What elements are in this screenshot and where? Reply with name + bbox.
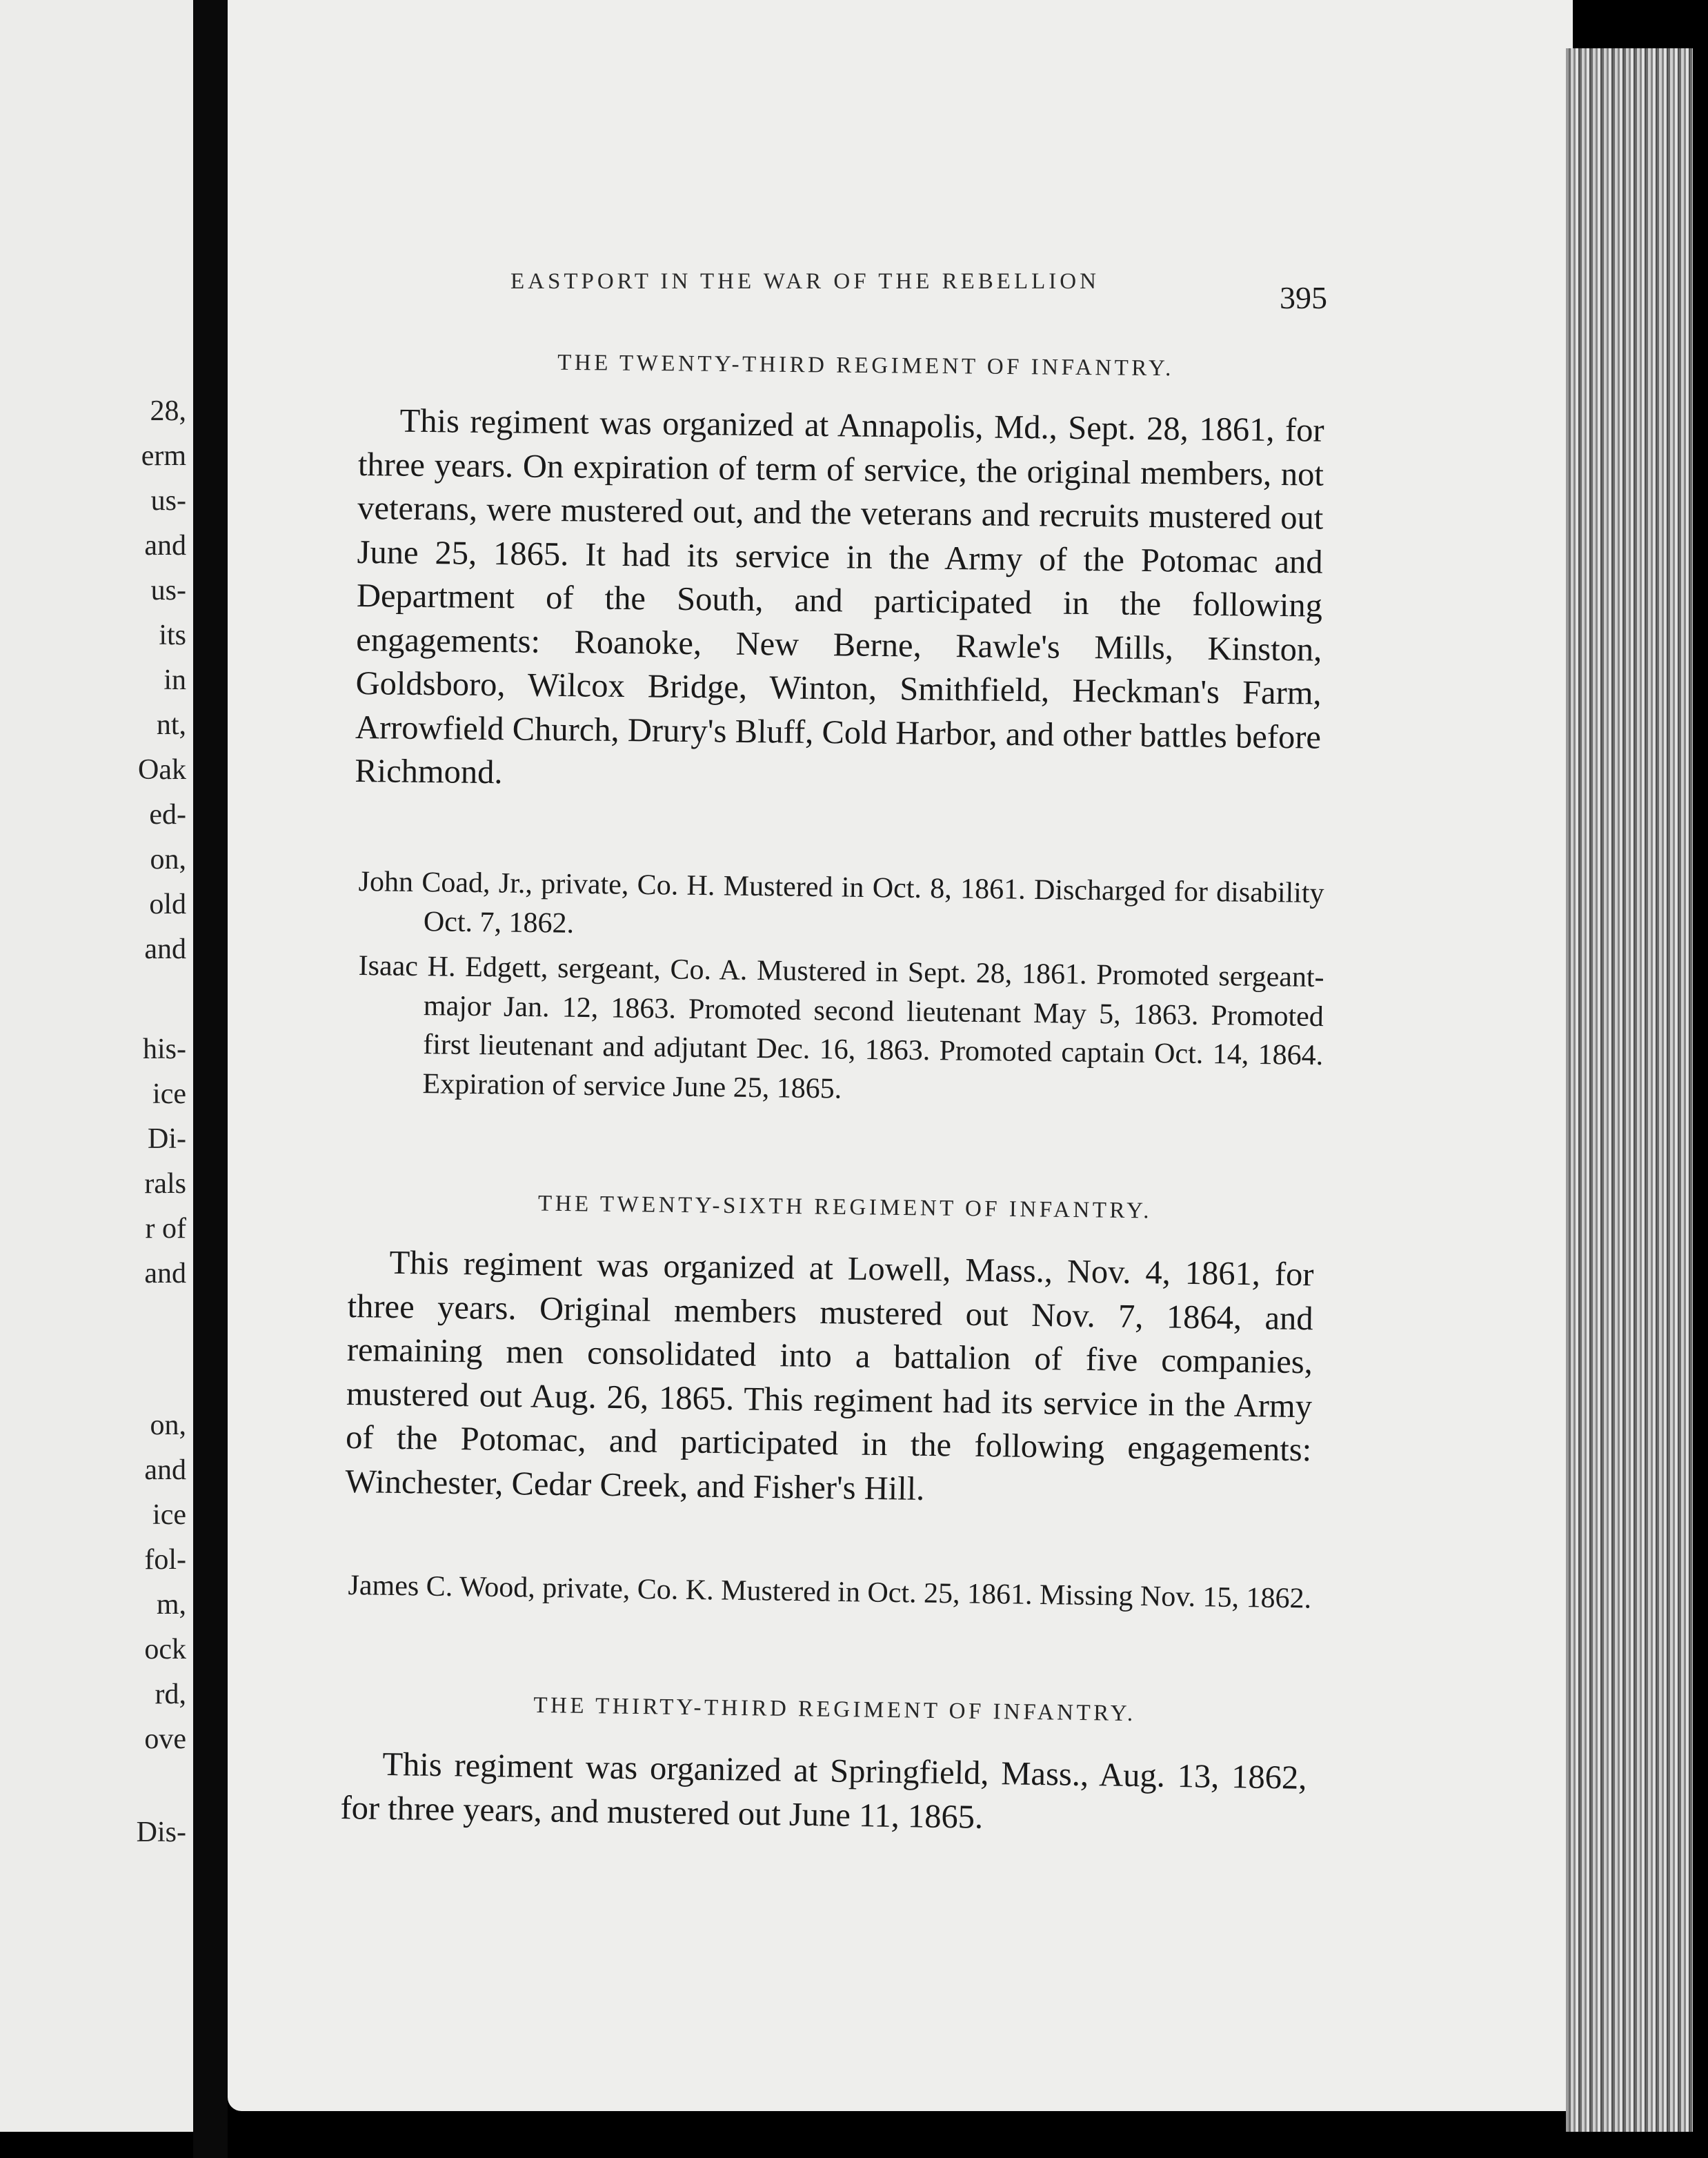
left-page-fragment: Oak: [138, 754, 186, 786]
roster-entry: Isaac H. Edgett, sergeant, Co. A. Mustered in Sept. 28, 1861. Promoted sergeant-major Jan. 12, 1863. Promoted second lieutenant May 5, 1863. Promoted first lieutenant and adjutant Dec. 16, 1863. Promoted captain Oct. 14, 1864. Expiration of service June 25, 1865.: [358, 949, 1324, 1105]
left-page-fragment: us-: [150, 485, 186, 517]
left-page-fragment: on,: [150, 844, 186, 875]
left-page-fragment: fol-: [144, 1544, 186, 1576]
left-page-fragment: m,: [156, 1589, 186, 1621]
left-page-fragment: erm: [141, 440, 186, 472]
left-page-fragment: old: [149, 889, 186, 920]
left-page-fragment: and: [144, 1258, 186, 1289]
section-paragraph: This regiment was organized at Lowell, Mass., Nov. 4, 1861, for three years. Original members mustered out Nov. 7, 1864, and remaining men consolidated into a battalion of five companies, mustered out Aug. 26, 1865. This regiment had its service in the Army of the Potomac, and participated in the following engagements: Winchester, Cedar Creek, and Fisher's Hill.: [345, 1244, 1314, 1507]
left-page-fragment: and: [144, 530, 186, 562]
left-facing-page: [0, 0, 193, 2132]
left-page-fragment: in: [163, 664, 186, 696]
left-page-fragment: and: [144, 1454, 186, 1486]
left-page-fragment: us-: [150, 575, 186, 606]
left-page-fragment: rd,: [155, 1679, 186, 1710]
section-heading: THE TWENTY-THIRD REGIMENT OF INFANTRY.: [557, 350, 1174, 382]
left-page-fragment: ove: [144, 1723, 186, 1755]
section-paragraph: This regiment was organized at Annapolis, Md., Sept. 28, 1861, for three years. On expiration of term of service, the original members, not veterans, were mustered out, and the veterans and recruits mustered out June 25, 1865. It had its service in the Army of the Potomac and Department of the South, and participated in the following engagements: Roanoke, New Berne, Rawle's Mills, Kinston, Goldsboro, Wilcox Bridge, Winton, Smithfield, Heckman's Farm, Arrowfield Church, Drury's Bluff, Cold Harbor, and other battles before Richmond.: [355, 402, 1324, 791]
left-page-fragment: his-: [143, 1033, 186, 1065]
roster-entry: James C. Wood, private, Co. K. Mustered in Oct. 25, 1861. Missing Nov. 15, 1862.: [348, 1569, 1312, 1615]
section-heading: THE TWENTY-SIXTH REGIMENT OF INFANTRY.: [537, 1191, 1153, 1224]
left-page-fragment: ice: [152, 1078, 186, 1110]
left-page-fragment: ice: [152, 1499, 186, 1531]
left-page-fragment: rals: [144, 1168, 186, 1200]
left-page-fragment: its: [159, 620, 186, 651]
left-page-fragment: ock: [144, 1634, 186, 1665]
left-page-fragment: ed-: [149, 799, 186, 831]
left-page-fragment: Di-: [148, 1123, 186, 1155]
book-gutter: [193, 0, 228, 2158]
page-number: 395: [1280, 280, 1327, 315]
left-page-fragment: 28,: [150, 395, 186, 427]
left-page-fragment: r of: [145, 1213, 186, 1245]
left-page-fragment: nt,: [156, 709, 186, 741]
left-page-fragment: on,: [150, 1409, 186, 1441]
section-paragraph: This regiment was organized at Springfield, Mass., Aug. 13, 1862, for three years, and mustered out June 11, 1865.: [340, 1745, 1307, 1836]
page-edges: [1566, 48, 1693, 2132]
running-head: EASTPORT IN THE WAR OF THE REBELLION: [510, 269, 1100, 294]
section-heading: THE THIRTY-THIRD REGIMENT OF INFANTRY.: [533, 1692, 1136, 1727]
left-page-fragment: and: [144, 933, 186, 965]
left-page-fragment: Dis-: [136, 1817, 186, 1848]
roster-entry: John Coad, Jr., private, Co. H. Mustered in Oct. 8, 1861. Discharged for disability Oct. 7, 1862.: [358, 865, 1324, 940]
